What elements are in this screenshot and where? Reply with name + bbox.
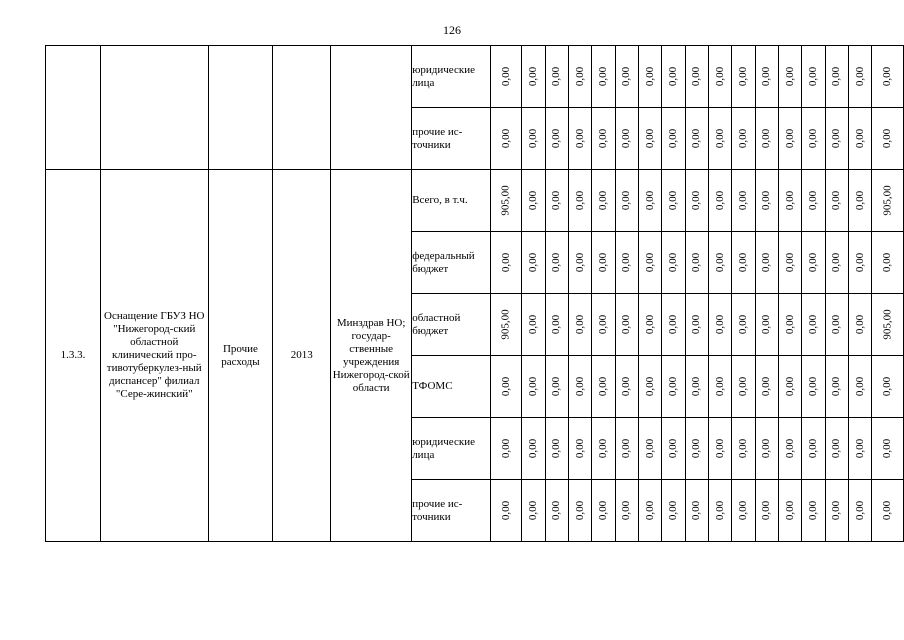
- value-text: 0,00: [573, 190, 586, 211]
- value-cell: [685, 46, 708, 108]
- value-text: 0,00: [573, 66, 586, 87]
- value-text: 0,00: [667, 252, 680, 273]
- value-text: 0,00: [853, 438, 866, 459]
- value-text: 0,00: [573, 314, 586, 335]
- value-cell: [825, 480, 848, 542]
- item-number: [46, 46, 101, 170]
- year-cell: [273, 46, 331, 170]
- value-text: 0,00: [713, 314, 726, 335]
- value-cell: [522, 232, 545, 294]
- value-text: 0,00: [526, 128, 539, 149]
- value-cell: [872, 108, 904, 170]
- value-cell: [522, 294, 545, 356]
- value-cell: [569, 108, 592, 170]
- value-text: 0,00: [499, 66, 512, 87]
- finance-table: [45, 45, 904, 542]
- value-text: 0,00: [573, 128, 586, 149]
- value-text: 0,00: [830, 128, 843, 149]
- value-cell: [779, 480, 802, 542]
- value-cell: [639, 356, 662, 418]
- value-text: 0,00: [550, 252, 563, 273]
- value-text: 0,00: [550, 128, 563, 149]
- value-cell: [849, 46, 872, 108]
- value-cell: [662, 170, 685, 232]
- value-cell: [569, 418, 592, 480]
- value-cell: [872, 418, 904, 480]
- value-text: 0,00: [760, 314, 773, 335]
- expense-type: Прочие расходы: [208, 170, 273, 542]
- value-cell: [755, 108, 778, 170]
- value-cell: [639, 170, 662, 232]
- value-text: 0,00: [597, 66, 610, 87]
- value-cell: [491, 418, 522, 480]
- value-cell: [592, 356, 615, 418]
- value-text: 0,00: [737, 190, 750, 211]
- value-text: 0,00: [853, 252, 866, 273]
- value-text: 0,00: [690, 190, 703, 211]
- value-cell: [755, 232, 778, 294]
- value-cell: [545, 294, 568, 356]
- value-cell: [779, 294, 802, 356]
- value-cell: [849, 418, 872, 480]
- value-text: 0,00: [830, 66, 843, 87]
- value-text: 0,00: [620, 252, 633, 273]
- value-cell: [825, 294, 848, 356]
- value-cell: [825, 418, 848, 480]
- value-cell: [569, 356, 592, 418]
- value-cell: [592, 418, 615, 480]
- value-text: 0,00: [643, 190, 656, 211]
- value-text: 0,00: [690, 128, 703, 149]
- value-text: 0,00: [573, 252, 586, 273]
- value-text: 0,00: [853, 128, 866, 149]
- value-text: 0,00: [620, 66, 633, 87]
- value-text: 0,00: [690, 500, 703, 521]
- value-text: 0,00: [643, 128, 656, 149]
- value-cell: [802, 232, 825, 294]
- value-text: 0,00: [573, 376, 586, 397]
- value-cell: [732, 356, 755, 418]
- value-cell: [849, 356, 872, 418]
- value-cell: [872, 232, 904, 294]
- value-text: 0,00: [713, 252, 726, 273]
- value-cell: [685, 170, 708, 232]
- value-text: 0,00: [830, 500, 843, 521]
- value-cell: [639, 232, 662, 294]
- value-text: 0,00: [499, 128, 512, 149]
- value-cell: [732, 170, 755, 232]
- value-cell: [755, 356, 778, 418]
- value-cell: [592, 170, 615, 232]
- value-cell: [662, 294, 685, 356]
- table-row: [46, 170, 904, 232]
- value-cell: [872, 46, 904, 108]
- value-text: 0,00: [526, 66, 539, 87]
- value-cell: [545, 418, 568, 480]
- value-cell: [545, 170, 568, 232]
- value-cell: [849, 232, 872, 294]
- value-text: 0,00: [760, 128, 773, 149]
- value-cell: [639, 46, 662, 108]
- value-text: 0,00: [881, 66, 894, 87]
- value-text: 0,00: [597, 438, 610, 459]
- value-text: 0,00: [807, 128, 820, 149]
- value-text: 0,00: [597, 376, 610, 397]
- value-text: 0,00: [737, 500, 750, 521]
- value-cell: [872, 294, 904, 356]
- value-text: 0,00: [713, 438, 726, 459]
- item-number: 1.3.3.: [46, 170, 101, 542]
- value-cell: [779, 170, 802, 232]
- value-cell: [662, 46, 685, 108]
- value-cell: [545, 480, 568, 542]
- value-text: 0,00: [620, 376, 633, 397]
- value-cell: [522, 418, 545, 480]
- value-text: 0,00: [597, 128, 610, 149]
- value-text: 0,00: [573, 500, 586, 521]
- value-text: 0,00: [643, 314, 656, 335]
- value-text: 0,00: [807, 252, 820, 273]
- value-cell: [802, 46, 825, 108]
- value-cell: [825, 232, 848, 294]
- value-cell: [662, 418, 685, 480]
- value-text: 0,00: [643, 66, 656, 87]
- value-text: 0,00: [881, 500, 894, 521]
- value-text: 0,00: [713, 190, 726, 211]
- value-cell: [755, 170, 778, 232]
- value-cell: [569, 170, 592, 232]
- value-cell: [709, 418, 732, 480]
- value-cell: [522, 480, 545, 542]
- value-cell: [615, 46, 638, 108]
- value-cell: [522, 46, 545, 108]
- value-cell: [709, 294, 732, 356]
- value-cell: [615, 356, 638, 418]
- value-cell: [802, 108, 825, 170]
- value-cell: [849, 170, 872, 232]
- value-text: 0,00: [760, 500, 773, 521]
- value-cell: [685, 294, 708, 356]
- value-text: 0,00: [830, 376, 843, 397]
- value-text: 0,00: [690, 314, 703, 335]
- value-text: 0,00: [807, 376, 820, 397]
- value-cell: [685, 356, 708, 418]
- value-text: 0,00: [807, 66, 820, 87]
- value-cell: [615, 294, 638, 356]
- value-cell: [802, 294, 825, 356]
- table-row: [46, 46, 904, 108]
- value-cell: [802, 480, 825, 542]
- value-cell: [491, 294, 522, 356]
- value-text: 0,00: [830, 314, 843, 335]
- value-text: 0,00: [783, 500, 796, 521]
- value-text: 0,00: [643, 376, 656, 397]
- value-cell: [709, 46, 732, 108]
- value-cell: [825, 46, 848, 108]
- value-cell: [639, 480, 662, 542]
- value-text: 0,00: [783, 190, 796, 211]
- value-text: 0,00: [620, 128, 633, 149]
- value-text: 0,00: [667, 314, 680, 335]
- value-cell: [491, 170, 522, 232]
- value-text: 0,00: [783, 376, 796, 397]
- value-text: 0,00: [881, 128, 894, 149]
- value-cell: [615, 418, 638, 480]
- value-text: 0,00: [667, 500, 680, 521]
- value-text: 0,00: [713, 128, 726, 149]
- value-text: 0,00: [667, 128, 680, 149]
- year-cell: 2013: [273, 170, 331, 542]
- value-cell: [639, 418, 662, 480]
- value-text: 0,00: [737, 438, 750, 459]
- value-text: 0,00: [526, 438, 539, 459]
- value-cell: [491, 46, 522, 108]
- value-text: 0,00: [550, 376, 563, 397]
- executor-cell: Минздрав НО; государ-ственные учреждения Нижегород-ской области: [331, 170, 412, 542]
- value-text: 0,00: [690, 438, 703, 459]
- value-text: 0,00: [597, 190, 610, 211]
- value-text: 0,00: [760, 190, 773, 211]
- value-cell: [592, 46, 615, 108]
- value-text: 0,00: [550, 190, 563, 211]
- item-name: Оснащение ГБУЗ НО "Нижегород-ский областной клинический про-тивотуберкулез-ный диспансер" филиал "Сере-жинский": [100, 170, 208, 542]
- value-text: 905,00: [499, 185, 512, 216]
- value-text: 0,00: [526, 314, 539, 335]
- funding-source: ТФОМС: [412, 356, 491, 418]
- value-cell: [755, 46, 778, 108]
- value-cell: [732, 108, 755, 170]
- value-cell: [709, 170, 732, 232]
- value-text: 0,00: [667, 66, 680, 87]
- value-cell: [732, 294, 755, 356]
- value-text: 0,00: [597, 500, 610, 521]
- value-cell: [685, 480, 708, 542]
- value-cell: [709, 108, 732, 170]
- value-text: 0,00: [807, 314, 820, 335]
- value-text: 0,00: [737, 314, 750, 335]
- value-text: 0,00: [620, 314, 633, 335]
- value-text: 0,00: [526, 190, 539, 211]
- value-cell: [685, 232, 708, 294]
- value-text: 905,00: [881, 309, 894, 340]
- value-text: 0,00: [550, 438, 563, 459]
- value-cell: [779, 46, 802, 108]
- value-cell: [592, 108, 615, 170]
- value-text: 0,00: [853, 190, 866, 211]
- value-cell: [522, 356, 545, 418]
- value-cell: [732, 46, 755, 108]
- value-cell: [685, 418, 708, 480]
- value-cell: [732, 232, 755, 294]
- value-cell: [592, 294, 615, 356]
- value-text: 0,00: [713, 66, 726, 87]
- value-text: 0,00: [760, 66, 773, 87]
- value-text: 0,00: [881, 438, 894, 459]
- value-cell: [569, 46, 592, 108]
- value-cell: [639, 108, 662, 170]
- value-cell: [779, 418, 802, 480]
- value-text: 0,00: [667, 438, 680, 459]
- value-cell: [872, 356, 904, 418]
- value-cell: [569, 480, 592, 542]
- value-cell: [592, 480, 615, 542]
- value-text: 0,00: [830, 190, 843, 211]
- funding-source: юридические лица: [412, 418, 491, 480]
- value-cell: [709, 232, 732, 294]
- value-text: 0,00: [499, 500, 512, 521]
- value-cell: [662, 356, 685, 418]
- value-text: 905,00: [881, 185, 894, 216]
- value-cell: [545, 108, 568, 170]
- funding-source: федеральный бюджет: [412, 232, 491, 294]
- value-cell: [825, 170, 848, 232]
- value-text: 0,00: [760, 438, 773, 459]
- value-cell: [825, 108, 848, 170]
- funding-source: прочие ис-точники: [412, 480, 491, 542]
- value-cell: [615, 170, 638, 232]
- value-text: 0,00: [690, 66, 703, 87]
- value-text: 0,00: [737, 66, 750, 87]
- value-text: 0,00: [526, 500, 539, 521]
- executor-cell: [331, 46, 412, 170]
- value-cell: [662, 480, 685, 542]
- value-cell: [491, 108, 522, 170]
- value-cell: [732, 480, 755, 542]
- value-text: 0,00: [620, 438, 633, 459]
- value-cell: [849, 108, 872, 170]
- value-cell: [522, 108, 545, 170]
- value-text: 0,00: [620, 190, 633, 211]
- value-cell: [709, 356, 732, 418]
- value-text: 0,00: [807, 190, 820, 211]
- value-text: 0,00: [526, 252, 539, 273]
- value-text: 0,00: [643, 252, 656, 273]
- funding-source: юридические лица: [412, 46, 491, 108]
- value-text: 0,00: [737, 376, 750, 397]
- value-text: 0,00: [526, 376, 539, 397]
- funding-source: Всего, в т.ч.: [412, 170, 491, 232]
- value-cell: [491, 480, 522, 542]
- value-text: 0,00: [783, 252, 796, 273]
- value-cell: [592, 232, 615, 294]
- value-text: 0,00: [550, 500, 563, 521]
- value-text: 0,00: [499, 438, 512, 459]
- value-text: 0,00: [783, 314, 796, 335]
- value-cell: [872, 170, 904, 232]
- value-cell: [732, 418, 755, 480]
- value-cell: [569, 294, 592, 356]
- value-text: 0,00: [853, 376, 866, 397]
- value-cell: [545, 356, 568, 418]
- value-cell: [755, 480, 778, 542]
- value-cell: [779, 108, 802, 170]
- value-text: 0,00: [550, 314, 563, 335]
- value-text: 0,00: [783, 66, 796, 87]
- page-number: 126: [443, 23, 461, 37]
- value-cell: [639, 294, 662, 356]
- value-text: 0,00: [620, 500, 633, 521]
- value-text: 0,00: [597, 252, 610, 273]
- value-cell: [545, 232, 568, 294]
- value-cell: [849, 480, 872, 542]
- value-text: 0,00: [690, 252, 703, 273]
- value-cell: [755, 294, 778, 356]
- item-name: [100, 46, 208, 170]
- value-text: 0,00: [667, 190, 680, 211]
- value-text: 0,00: [760, 252, 773, 273]
- value-text: 0,00: [737, 128, 750, 149]
- value-cell: [802, 418, 825, 480]
- value-text: 905,00: [499, 309, 512, 340]
- value-text: 0,00: [643, 500, 656, 521]
- value-text: 0,00: [573, 438, 586, 459]
- value-cell: [522, 170, 545, 232]
- value-cell: [662, 108, 685, 170]
- value-text: 0,00: [881, 376, 894, 397]
- value-text: 0,00: [807, 438, 820, 459]
- value-cell: [491, 356, 522, 418]
- value-text: 0,00: [499, 376, 512, 397]
- value-text: 0,00: [713, 500, 726, 521]
- value-text: 0,00: [713, 376, 726, 397]
- expense-type: [208, 46, 273, 170]
- value-text: 0,00: [783, 128, 796, 149]
- value-cell: [615, 480, 638, 542]
- value-text: 0,00: [550, 66, 563, 87]
- value-text: 0,00: [690, 376, 703, 397]
- value-text: 0,00: [807, 500, 820, 521]
- value-text: 0,00: [853, 66, 866, 87]
- value-text: 0,00: [760, 376, 773, 397]
- value-cell: [685, 108, 708, 170]
- value-text: 0,00: [881, 252, 894, 273]
- value-text: 0,00: [783, 438, 796, 459]
- value-cell: [662, 232, 685, 294]
- value-cell: [615, 232, 638, 294]
- value-text: 0,00: [667, 376, 680, 397]
- value-cell: [569, 232, 592, 294]
- value-text: 0,00: [737, 252, 750, 273]
- value-cell: [802, 170, 825, 232]
- value-cell: [709, 480, 732, 542]
- value-cell: [615, 108, 638, 170]
- value-text: 0,00: [643, 438, 656, 459]
- value-text: 0,00: [853, 500, 866, 521]
- value-cell: [755, 418, 778, 480]
- value-text: 0,00: [830, 438, 843, 459]
- value-cell: [802, 356, 825, 418]
- value-cell: [491, 232, 522, 294]
- value-text: 0,00: [830, 252, 843, 273]
- value-text: 0,00: [499, 252, 512, 273]
- funding-source: областной бюджет: [412, 294, 491, 356]
- value-cell: [779, 232, 802, 294]
- value-text: 0,00: [597, 314, 610, 335]
- value-cell: [825, 356, 848, 418]
- value-cell: [849, 294, 872, 356]
- value-cell: [779, 356, 802, 418]
- value-text: 0,00: [853, 314, 866, 335]
- funding-source: прочие ис-точники: [412, 108, 491, 170]
- value-cell: [872, 480, 904, 542]
- value-cell: [545, 46, 568, 108]
